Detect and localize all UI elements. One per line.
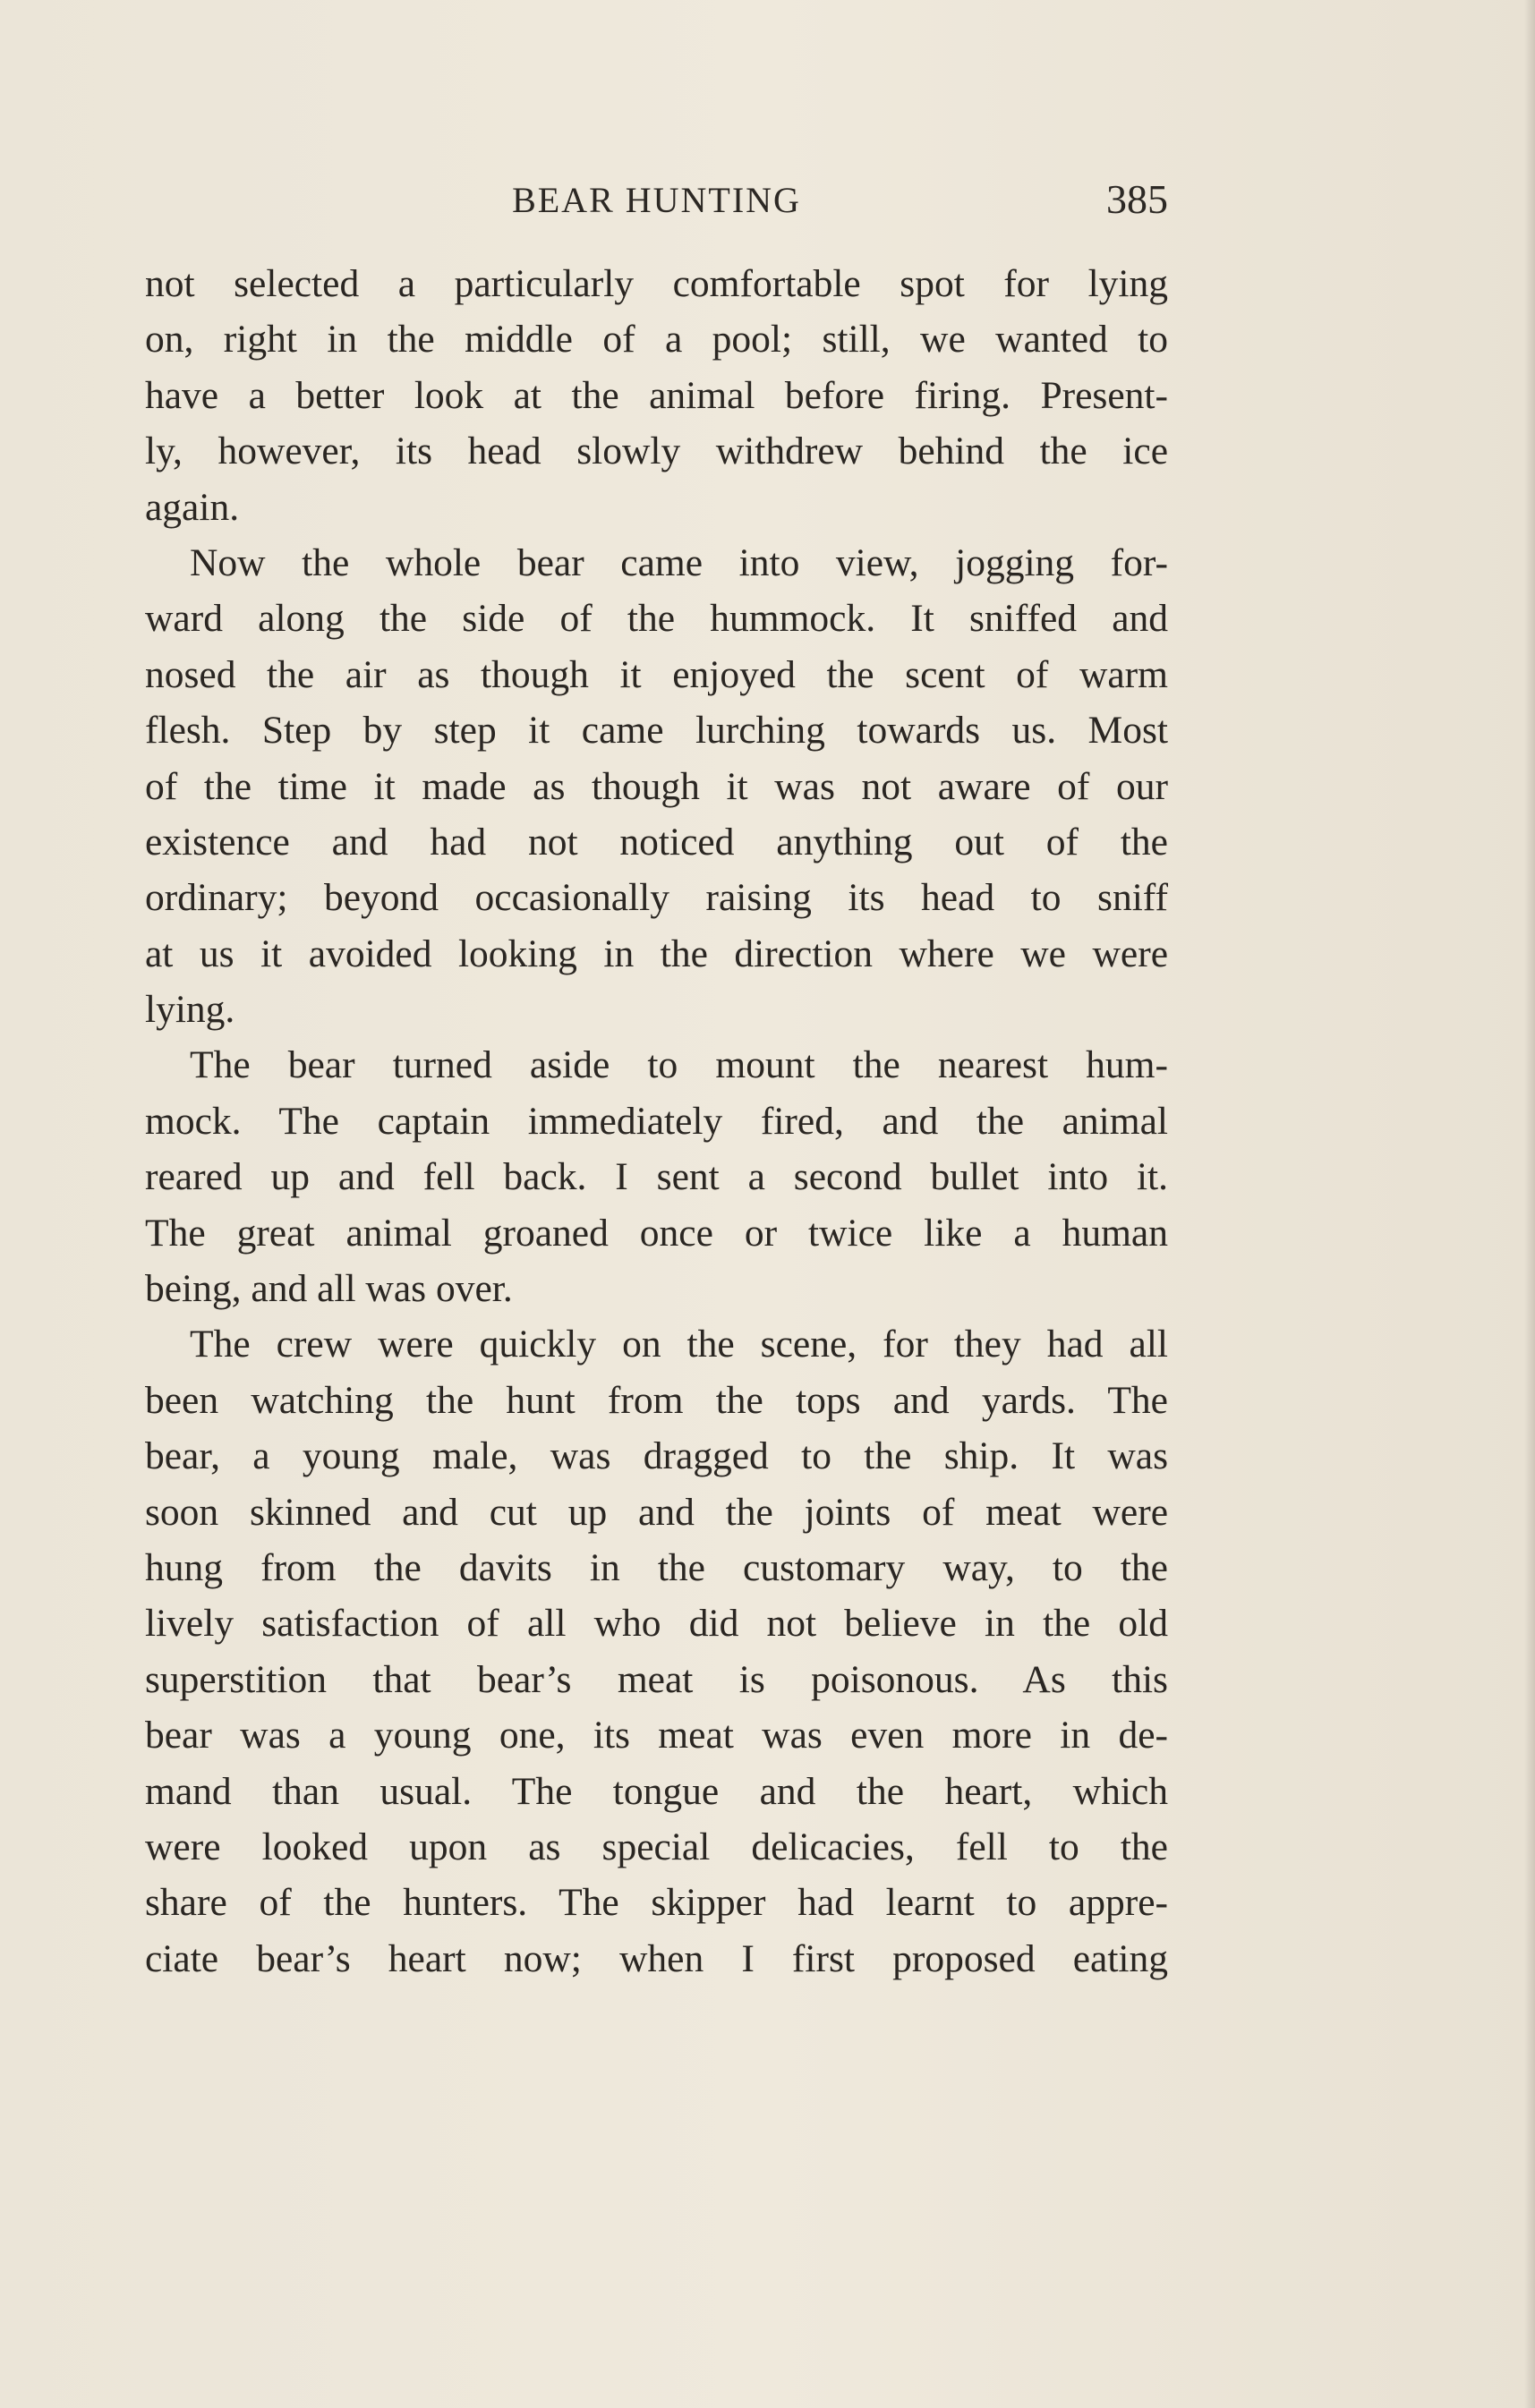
body-text bbox=[145, 256, 1168, 1987]
text-line: lively satisfaction of all who did not believe in the old bbox=[145, 1602, 1168, 1646]
text-line: ordinary; beyond occasionally raising its head to sniff bbox=[145, 876, 1168, 920]
text-line: ciate bear’s heart now; when I first proposed eating bbox=[145, 1936, 1168, 1980]
text-line: been watching the hunt from the tops and yards. The bbox=[145, 1378, 1168, 1422]
text-line: existence and had not noticed anything out of the bbox=[145, 820, 1168, 864]
text-line: were looked upon as special delicacies, fell to the bbox=[145, 1825, 1168, 1868]
text-line: on, right in the middle of a pool; still, we wanted to bbox=[145, 318, 1168, 362]
text-line: bear, a young male, was dragged to the ship. It was bbox=[145, 1434, 1168, 1478]
text-line: lying. bbox=[145, 988, 235, 1032]
text-line: bear was a young one, its meat was even more in de- bbox=[145, 1714, 1168, 1757]
text-line: The great animal groaned once or twice like a human bbox=[145, 1211, 1168, 1255]
text-line: The crew were quickly on the scene, for they had all bbox=[190, 1323, 1168, 1366]
text-line: flesh. Step by step it came lurching towards us. Most bbox=[145, 709, 1168, 753]
page-edge-shadow bbox=[1524, 0, 1535, 2408]
running-title: BEAR HUNTING bbox=[512, 180, 801, 220]
text-line: hung from the davits in the customary way, to the bbox=[145, 1545, 1168, 1589]
text-line: superstition that bear’s meat is poisonous. As this bbox=[145, 1657, 1168, 1701]
text-line: reared up and fell back. I sent a second bullet into it. bbox=[145, 1155, 1168, 1199]
text-line: nosed the air as though it enjoyed the scent of warm bbox=[145, 652, 1168, 696]
text-line: Now the whole bear came into view, jogging for- bbox=[190, 540, 1168, 584]
text-line: share of the hunters. The skipper had learnt to appre- bbox=[145, 1881, 1168, 1925]
text-line: not selected a particularly comfortable spot for lying bbox=[145, 262, 1168, 305]
text-line: mock. The captain immediately fired, and the animal bbox=[145, 1099, 1168, 1143]
text-line: at us it avoided looking in the direction where we were bbox=[145, 932, 1168, 975]
text-line: ly, however, its head slowly withdrew behind the ice bbox=[145, 430, 1168, 473]
page-header bbox=[145, 175, 1168, 229]
text-line: again. bbox=[145, 485, 240, 529]
text-line: have a better look at the animal before firing. Present- bbox=[145, 373, 1168, 417]
text-line: The bear turned aside to mount the nearest hum- bbox=[190, 1043, 1168, 1087]
page-number: 385 bbox=[1106, 176, 1168, 222]
text-line: of the time it made as though it was not aware of our bbox=[145, 764, 1168, 808]
text-line: mand than usual. The tongue and the heart, which bbox=[145, 1769, 1168, 1813]
text-line: soon skinned and cut up and the joints of meat were bbox=[145, 1490, 1168, 1534]
text-line: being, and all was over. bbox=[145, 1267, 513, 1311]
text-line: ward along the side of the hummock. It sniffed and bbox=[145, 597, 1168, 641]
